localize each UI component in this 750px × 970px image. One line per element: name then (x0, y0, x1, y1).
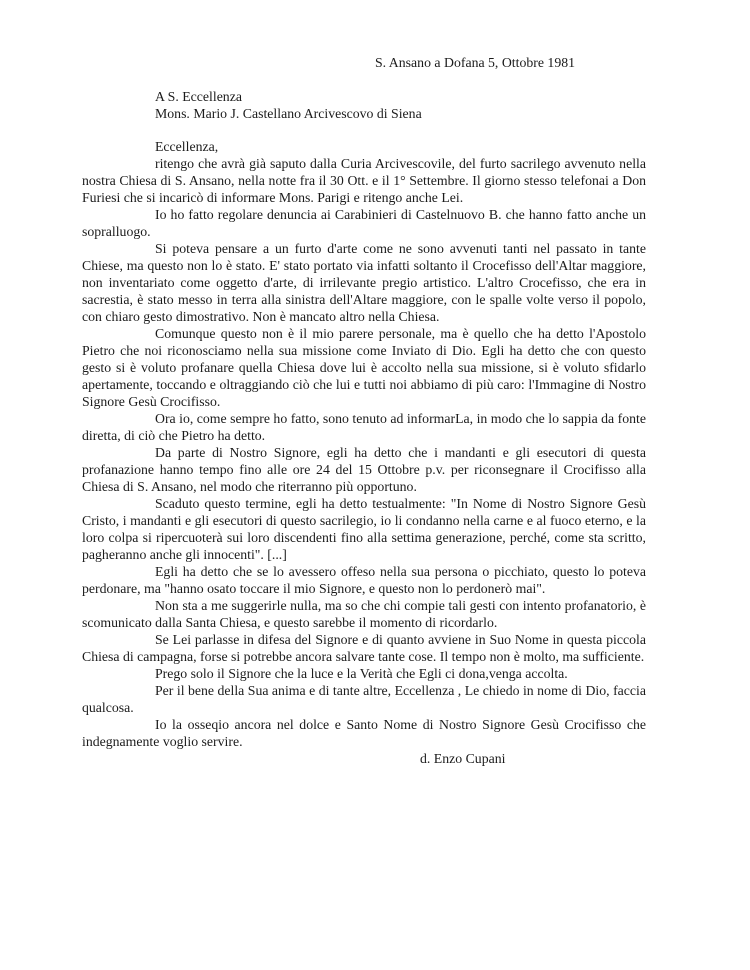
letter-paragraph: Ora io, come sempre ho fatto, sono tenuto ad informarLa, in modo che lo sappia da fonte diretta, di ciò che Pietro ha detto. (82, 411, 646, 443)
letter-paragraph: Non sta a me suggerirle nulla, ma so che chi compie tali gesti con intento profanatorio, è scomunicato dalla Santa Chiesa, e questo sarebbe il momento di ricordarlo. (82, 598, 646, 630)
letter-paragraph: Se Lei parlasse in difesa del Signore e di quanto avviene in Suo Nome in questa piccola Chiesa di campagna, forse si potrebbe ancora salvare tante cose. Il tempo non è molto, ma sufficiente. (82, 632, 646, 664)
letter-paragraph: ritengo che avrà già saputo dalla Curia Arcivescovile, del furto sacrilego avvenuto nella nostra Chiesa di S. Ansano, nella notte fra il 30 Ott. e il 1° Settembre. Il giorno stesso telefonai a Don Furiesi che si incaricò di informare Mons. Parigi e ritengo anche Lei. (82, 156, 646, 205)
letter-dateline: S. Ansano a Dofana 5, Ottobre 1981 (375, 55, 576, 70)
letter-paragraph: Io ho fatto regolare denuncia ai Carabinieri di Castelnuovo B. che hanno fatto anche un sopralluogo. (82, 207, 646, 239)
letter-paragraph: Si poteva pensare a un furto d'arte come ne sono avvenuti tanti nel passato in tante Chiese, ma questo non lo è stato. E' stato portato via infatti soltanto il Crocefisso dell'Altar maggiore, non inventariato come oggetto d'arte, di irrilevante pregio artistico. L'altro Crocefisso, che era in sacrestia, è stato messo in terra alla sinistra dell'Altare maggiore, con le spalle volte verso il popolo, con chiaro gesto dimostrativo. Non è mancato altro nella Chiesa. (82, 241, 646, 324)
salutation: Eccellenza, (155, 139, 219, 154)
letter-paragraph: Scaduto questo termine, egli ha detto testualmente: "In Nome di Nostro Signore Gesù Cristo, i mandanti e gli esecutori di questo sacrilegio, io li condanno nella carne e al fuoco eterno, e la loro colpa si ripercuoterà sui loro discendenti fino alla settima generazione, perché, come sta scritto, pagheranno anche gli innocenti". [...] (82, 496, 646, 562)
letter-paragraph: Comunque questo non è il mio parere personale, ma è quello che ha detto l'Apostolo Pietro che noi riconosciamo nella sua missione come Inviato di Dio. Egli ha detto che con questo gesto si è voluto profanare quella Chiesa dove lui è accolto nella sua missione, si è voluto sfidarlo apertamente, toccando e oltraggiando ciò che lui e tutti noi abbiamo di più caro: l'Immagine di Nostro Signore Gesù Crocifisso. (82, 326, 646, 409)
recipient-line-1: A S. Eccellenza (155, 89, 242, 104)
letter-paragraph: Io la osseqio ancora nel dolce e Santo Nome di Nostro Signore Gesù Crocifisso che indegnamente voglio servire. (82, 717, 646, 749)
letter-paragraph: Da parte di Nostro Signore, egli ha detto che i mandanti e gli esecutori di questa profanazione hanno tempo fino alle ore 24 del 15 Ottobre p.v. per riconsegnare il Crocifisso alla Chiesa di S. Ansano, nel modo che riterranno più opportuno. (82, 445, 646, 494)
recipient-block (155, 88, 646, 122)
recipient-line-2: Mons. Mario J. Castellano Arcivescovo di Siena (155, 106, 422, 121)
letter-paragraph: Per il bene della Sua anima e di tante altre, Eccellenza , Le chiedo in nome di Dio, faccia qualcosa. (82, 683, 646, 715)
letter-paragraph: Egli ha detto che se lo avessero offeso nella sua persona o picchiato, questo lo poteva perdonare, ma "hanno osato toccare il mio Signore, e questo non lo perdonerò mai". (82, 564, 646, 596)
signature: d. Enzo Cupani (420, 751, 506, 766)
letter-paragraph: Prego solo il Signore che la luce e la Verità che Egli ci dona,venga accolta. (155, 666, 568, 681)
